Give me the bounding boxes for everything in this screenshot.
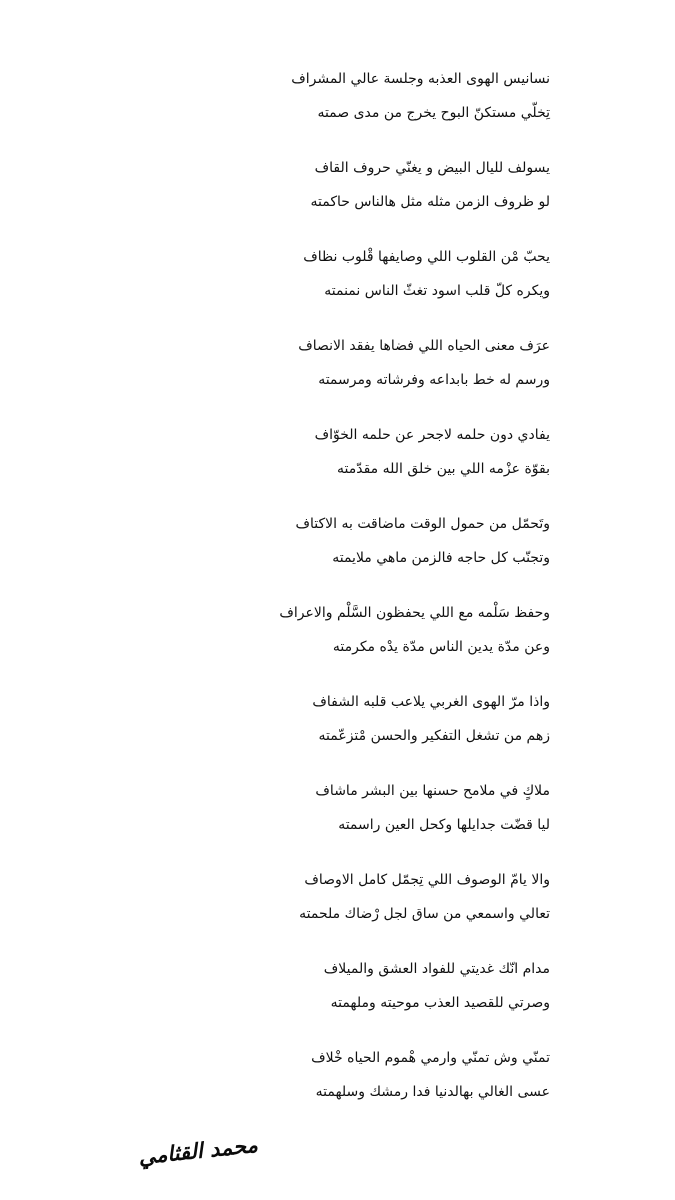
verse-line: عرَف معنى الحياه اللي فضاها يفقد الانصاف xyxy=(298,338,550,354)
stanza-8 xyxy=(0,685,675,774)
verse-line: ورسم له خط بابداعه وفرشاته ومرسمته xyxy=(318,372,550,388)
stanza-2 xyxy=(0,151,675,240)
verse-line: بقوّة عزْمه اللي بين خلق الله مقدّمته xyxy=(337,461,550,477)
verse-line: تمنّي وش تمنّي وارمي هْموم الحياه خْلاف xyxy=(311,1050,550,1066)
verse-line: مدام انّك غديتي للفواد العشق والميلاف xyxy=(323,961,550,977)
verse-line: عسى الغالي بهالدنيا فدا رمشك وسلهمته xyxy=(315,1084,550,1100)
verse-line: ليا قضّت جدايلها وكحل العين راسمته xyxy=(338,817,550,833)
verse-line: واذا مرّ الهوى الغربي يلاعب قلبه الشفاف xyxy=(312,694,550,710)
verse-line: يفادي دون حلمه لاجحر عن حلمه الخوّاف xyxy=(314,427,550,443)
verse-line: وتَحمّل من حمول الوقت ماضاقت به الاكتاف xyxy=(295,516,550,532)
verse-line: يسولف لليال البيض و يغنّي حروف القاف xyxy=(314,160,550,176)
verse-line: وصرتي للقصيد العذب موحيته وملهمته xyxy=(330,995,550,1011)
stanza-9 xyxy=(0,774,675,863)
verse-line: وحفظ سَلْمه مع اللي يحفظون السَّلْم والاعراف xyxy=(279,605,550,621)
verse-line: زهم من تشغل التفكير والحسن مْتزعّمته xyxy=(318,728,550,744)
stanza-1 xyxy=(0,62,675,151)
author-signature: محمد القثامي xyxy=(137,1131,259,1170)
stanza-12 xyxy=(0,1041,675,1130)
verse-line: ملاكٍ في ملامح حسنها بين البشر ماشاف xyxy=(315,783,550,799)
stanza-11 xyxy=(0,952,675,1041)
verse-line: يحبّ مْن القلوب اللي وصايفها قْلوب نظاف xyxy=(303,249,550,265)
stanza-7 xyxy=(0,596,675,685)
poem xyxy=(0,62,675,1130)
stanza-5 xyxy=(0,418,675,507)
verse-line: لو ظروف الزمن مثله مثل هالناس حاكمته xyxy=(310,194,550,210)
verse-line: نسانيس الهوى العذبه وجلسة عالي المشراف xyxy=(291,71,550,87)
verse-line: وعن مدّة يدين الناس مدّة يدْه مكرمته xyxy=(332,639,550,655)
verse-line: ويكره كلّ قلب اسود تغثّ الناس نمنمته xyxy=(324,283,550,299)
verse-line: تعالي واسمعي من ساق لجل رْضاك ملحمته xyxy=(299,906,550,922)
stanza-10 xyxy=(0,863,675,952)
stanza-4 xyxy=(0,329,675,418)
verse-line: تِخلّي مستكنّ البوح يخرج من مدى صمته xyxy=(317,105,550,121)
verse-line: وتجنّب كل حاجه فالزمن ماهي ملايمته xyxy=(332,550,550,566)
stanza-6 xyxy=(0,507,675,596)
stanza-3 xyxy=(0,240,675,329)
verse-line: والا يامّ الوصوف اللي تِجمّل كامل الاوصاف xyxy=(304,872,550,888)
